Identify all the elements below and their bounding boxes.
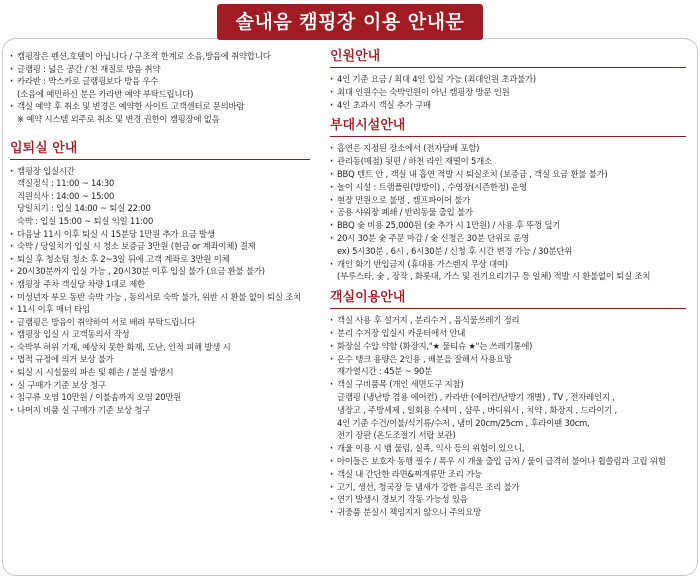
- list-item: · 객실 예약 후 취소 및 변경은 예약한 사이트 고객센터로 문의바람: [10, 100, 322, 113]
- facilities-heading: 부대시설안내: [330, 118, 406, 134]
- checkin-list: [10, 165, 322, 417]
- list-item: · 고기, 생선, 청국장 등 냄새가 강한 음식은 조리 불가: [330, 481, 696, 494]
- intro-list: [10, 50, 322, 126]
- list-item: · 다음날 11시 이후 퇴실 시 15분당 1만원 추가 요금 발생: [10, 228, 322, 241]
- list-item: · 침구류 오염 10만원 / 이불솜까지 오염 20만원: [10, 391, 322, 404]
- list-item: (부루스타, 숯 , 장작 , 화롯대, 가스 및 전기요리기구 등 일체) 적발 시 환불없이 퇴실 조치: [337, 271, 651, 282]
- list-item: · 객실 내 간단한 라면&찌개류만 조리 가능: [330, 468, 696, 481]
- rooms-list: [330, 314, 696, 519]
- list-item: · 개울 이용 시 뱀 물림, 실족, 익사 등의 위험이 있으니,: [330, 442, 696, 455]
- list-item: · 퇴실 후 청소팀 청소 후 2~3일 뒤에 고객 계좌로 3만원 이체: [10, 253, 322, 266]
- list-item: · 객실 사용 후 설거지 , 분리수거 , 음식물쓰레기 정리: [330, 314, 696, 327]
- title-bar: [0, 0, 700, 46]
- list-item: · 20시30분까지 입실 가능 , 20시30분 이후 입실 불가 (요금 환불 불가): [10, 265, 322, 278]
- list-item: · 흡연은 지정된 장소에서 (전자담배 포함): [330, 142, 696, 155]
- facilities-section: [330, 117, 696, 283]
- list-item: · 숙박 / 당일치기 입실 시 청소 보증금 3만원 (현금 or 계좌이체) 결제: [10, 240, 322, 253]
- list-item: · 공용 샤워장 폐쇄 / 반려동물 출입 불가: [330, 206, 696, 219]
- checkin-heading: 입퇴실 안내: [10, 140, 78, 156]
- list-item: 글램핑 (냉난방 겸용 에어컨) , 카라반 (에어컨/난방기 개별) , TV , 전자레인지 ,: [337, 391, 615, 402]
- list-item: · 분리 수거장 입실시 카운터에서 안내: [330, 327, 696, 340]
- list-item: 객실정식 : 11:00 ~ 14:30: [17, 178, 115, 189]
- list-item: 냉장고 , 주방세제 , 일회용 수세미 , 샴푸 , 바디워시 , 치약 , 화장지 , 드라이기 ,: [337, 404, 618, 415]
- right-column: [330, 46, 696, 525]
- list-item: · 나머지 비품 실 구매가 기준 보상 청구: [10, 404, 322, 417]
- facilities-divider: [330, 136, 686, 137]
- list-item: · 4인 기준 요금 / 최대 4인 입실 가능 (최대인원 초과불가): [330, 73, 696, 86]
- list-item: · 객실 구비품목 (개인 세면도구 지참): [330, 378, 696, 391]
- list-item: · 숙박부 허위 기재, 예상치 못한 화재, 도난, 인적 피해 발생 시: [10, 341, 322, 354]
- list-item: 재가열시간 : 45분 ~ 90분: [337, 366, 433, 377]
- checkin-section: [10, 140, 322, 417]
- list-item: · 캠핑장 입실시간: [10, 165, 322, 178]
- list-item: · 최대 인원수는 숙박인원이 아닌 캠핑장 방문 인원: [330, 86, 696, 99]
- people-heading: 인원안내: [330, 49, 381, 64]
- rooms-divider: [330, 308, 686, 309]
- list-item: · 개인 화기 반입금지 (휴대용 가스렌지 무상 대여): [330, 258, 696, 271]
- list-item: · 미성년자 부모 동반 숙박 가능 , 동의서로 숙박 불가, 위반 시 환불 없이 퇴실 조치: [10, 291, 322, 304]
- list-item: · 연기 발생시 경보기 작동 가능성 있음: [330, 493, 696, 506]
- list-item: · 온수 탱크 용량은 2인용 , 배분을 잘해서 사용요망: [330, 353, 696, 366]
- left-column: [10, 50, 322, 416]
- list-item: · 4인 초과시 객실 추가 구매: [330, 99, 696, 112]
- list-item: 4인 기준 수건/이불/식기류/수저 , 냄비 20cm/25cm , 후라이팬 30cm,: [337, 417, 590, 428]
- list-item: · 20시 30분 숯 주문 마감 / 숯 신청은 30분 단위로 운영: [330, 232, 696, 245]
- rooms-heading: 객실이용안내: [330, 290, 406, 306]
- list-item: · 퇴실 시 시설물의 파손 및 훼손 / 분실 발생시: [10, 366, 322, 379]
- facilities-list: [330, 142, 696, 283]
- list-item: · 아이들은 보호자 동행 필수 / 폭우 시 개울 출입 금지 / 물이 급격히 불어나 휩쓸림과 고립 위험: [330, 455, 696, 468]
- list-item: · 귀중품 분실시 책임지지 않으니 주의요망: [330, 506, 696, 519]
- list-item: · 현장 민원으로 불멍 , 캠프파이어 불가: [330, 194, 696, 207]
- list-item: · 캠핑장 주차 객실당 차량 1대로 제한: [10, 278, 322, 291]
- list-item: 숙박 : 입실 15:00 ~ 퇴실 익일 11:00: [17, 215, 154, 226]
- list-item: · 캠핑장은 펜션,호텔이 아닙니다 / 구조적 한계로 소음,방음에 취약합니다: [10, 50, 322, 63]
- list-item: · BBQ 텐트 안 , 객실 내 흡연 적발 시 퇴실조치 (보증금 , 객실 요금 환불 불가): [330, 168, 696, 181]
- list-item: · 놀이 시설 : 트램폴린(방방이) , 수영장(시즌한정) 운영: [330, 181, 696, 194]
- list-item: · 법적 규정에 의거 보상 불가: [10, 353, 322, 366]
- list-item: · 글램핑은 방음이 취약하여 서로 배려 부탁드립니다: [10, 316, 322, 329]
- list-item: · 카라반 : 박스카로 글램핑보다 방음 우수: [10, 75, 322, 88]
- list-item: · 화장실 수압 약함 (화장지,"★ 물티슈 ★"는 쓰레기통에): [330, 340, 696, 353]
- list-item: · BBQ 숯 비용 25,000원 (숯 추가 시 1만원) / 사용 후 뚜껑 덮기: [330, 219, 696, 232]
- people-list: [330, 73, 696, 111]
- list-item: · 글램핑 : 넓은 공간 / 천 재질로 방음 취약: [10, 63, 322, 76]
- list-item: ex) 5시30분 , 6시 , 6시30분 / 신청 후 시간 변경 가능 / 30분단위: [337, 245, 573, 256]
- list-item: · 실 구매가 기준 보상 청구: [10, 379, 322, 392]
- list-item: 전기 장판 (온도조절기 서랍 보관): [337, 430, 456, 441]
- list-item: · 11시 이후 매너 타임: [10, 303, 322, 316]
- list-item: · 캠핑장 입실 시 고객동의서 작성: [10, 328, 322, 341]
- list-item: 당일치기 : 입실 14:00 ~ 퇴실 22:00: [17, 203, 151, 214]
- list-item: (소음에 예민하신 분은 카라반 예약 부탁드립니다): [17, 88, 194, 99]
- rooms-section: [330, 289, 696, 519]
- people-section: [330, 48, 696, 111]
- checkin-divider: [10, 159, 310, 160]
- list-item: · 관리동(매점) 뒷편 / 하천 라인 재떨이 5개소: [330, 155, 696, 168]
- page-title: 솔내음 캠핑장 이용 안내문: [217, 4, 483, 40]
- list-item: ※ 예약 시스템 외주로 취소 및 변경 권한이 캠핑장에 없음: [17, 113, 220, 124]
- list-item: 직원식사 : 14:00 ~ 15:00: [17, 190, 115, 201]
- people-divider: [330, 67, 686, 68]
